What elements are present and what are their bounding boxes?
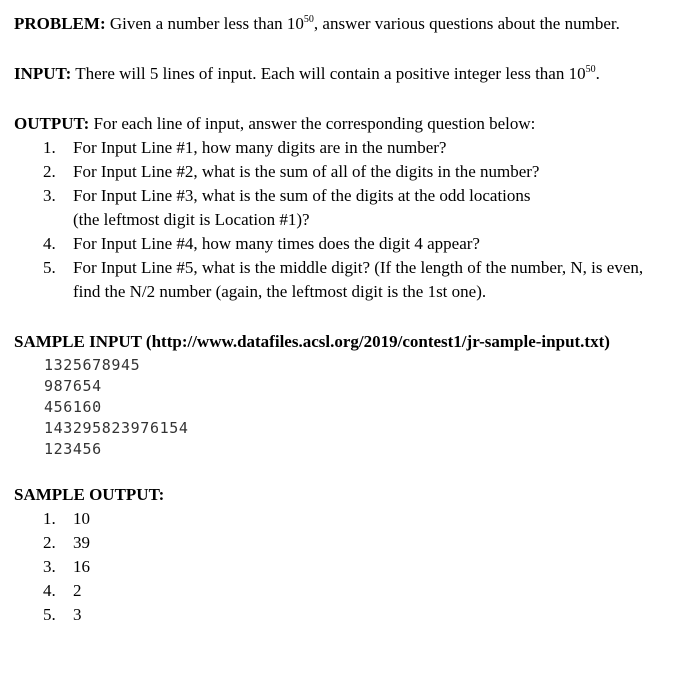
list-item-number: 1. xyxy=(43,509,56,528)
list-item-value: 10 xyxy=(73,509,90,528)
list-item-value: 39 xyxy=(73,533,90,552)
sample-input-line: 987654 xyxy=(44,377,102,395)
input-text-before: There will 5 lines of input. Each will contain a positive integer less than 10 xyxy=(71,64,586,83)
sample-input-line: 123456 xyxy=(44,440,102,458)
list-item-value: 3 xyxy=(73,605,82,624)
list-item-number: 1. xyxy=(43,138,56,157)
list-item-number: 4. xyxy=(43,234,56,253)
sample-input-line: 456160 xyxy=(44,398,102,416)
list-item-number: 3. xyxy=(43,557,56,576)
problem-text-before: Given a number less than 10 xyxy=(105,14,304,33)
input-label: INPUT: xyxy=(14,64,72,83)
list-item-text: For Input Line #5, what is the middle digit? (If the length of the number, N, is even, xyxy=(73,258,644,277)
list-item-number: 2. xyxy=(43,533,56,552)
input-statement xyxy=(14,62,600,86)
list-item-value: 16 xyxy=(73,557,90,576)
list-item-text: For Input Line #4, how many times does the digit 4 appear? xyxy=(73,234,480,253)
output-statement xyxy=(14,112,535,136)
input-exponent: 50 xyxy=(585,64,596,75)
list-item-text: (the leftmost digit is Location #1)? xyxy=(73,210,310,229)
sample-output-heading: SAMPLE OUTPUT: xyxy=(14,485,165,504)
list-item-text: For Input Line #1, how many digits are in the number? xyxy=(73,138,447,157)
sample-input-line: 1325678945 xyxy=(44,356,141,374)
list-item-number: 5. xyxy=(43,605,56,624)
sample-input-line: 143295823976154 xyxy=(44,419,189,437)
problem-label: PROBLEM: xyxy=(14,14,106,33)
list-item-number: 5. xyxy=(43,258,56,277)
list-item-value: 2 xyxy=(73,581,82,600)
list-item-number: 4. xyxy=(43,581,56,600)
list-item-text: find the N/2 number (again, the leftmost digit is the 1st one). xyxy=(73,282,487,301)
output-label: OUTPUT: xyxy=(14,114,90,133)
list-item-text: For Input Line #2, what is the sum of all of the digits in the number? xyxy=(73,162,540,181)
output-text: For each line of input, answer the corresponding question below: xyxy=(89,114,536,133)
problem-exponent: 50 xyxy=(303,14,314,25)
list-item-text: For Input Line #3, what is the sum of the digits at the odd locations xyxy=(73,186,531,205)
list-item-number: 2. xyxy=(43,162,56,181)
list-item-number: 3. xyxy=(43,186,56,205)
problem-statement xyxy=(14,12,620,36)
problem-text-after: , answer various questions about the number. xyxy=(313,14,620,33)
input-text-after: . xyxy=(595,64,600,83)
sample-input-heading: SAMPLE INPUT (http://www.datafiles.acsl.org/2019/contest1/jr-sample-input.txt) xyxy=(14,332,610,351)
